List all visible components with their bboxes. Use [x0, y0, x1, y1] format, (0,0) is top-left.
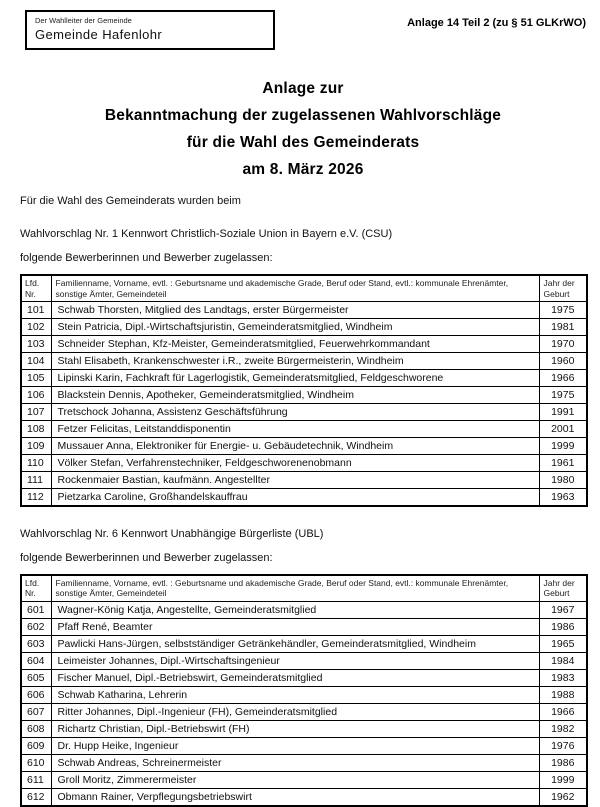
cell-candidate: Ritter Johannes, Dipl.-Ingenieur (FH), Gemeinderatsmitglied	[51, 704, 539, 721]
cell-candidate: Pawlicki Hans-Jürgen, selbstständiger Getränkehändler, Gemeinderatsmitglied, Windheim	[51, 636, 539, 653]
table-body	[21, 302, 587, 506]
cell-lfd-nr: 112	[21, 489, 51, 506]
cell-candidate: Völker Stefan, Verfahrenstechniker, Feldgeschworenenobmann	[51, 455, 539, 472]
cell-candidate: Pfaff René, Beamter	[51, 619, 539, 636]
cell-birth-year: 1991	[539, 404, 587, 421]
cell-lfd-nr: 109	[21, 438, 51, 455]
table-row	[21, 455, 587, 472]
table-row	[21, 602, 587, 619]
cell-lfd-nr: 110	[21, 455, 51, 472]
intro-text: Für die Wahl des Gemeinderats wurden beim	[20, 195, 241, 207]
cell-lfd-nr: 607	[21, 704, 51, 721]
table-row	[21, 789, 587, 806]
cell-lfd-nr: 611	[21, 772, 51, 789]
cell-birth-year: 1976	[539, 738, 587, 755]
column-header-lfd-nr: Lfd. Nr.	[21, 275, 51, 302]
cell-birth-year: 1999	[539, 438, 587, 455]
cell-birth-year: 1984	[539, 653, 587, 670]
cell-birth-year: 1962	[539, 789, 587, 806]
table-row	[21, 653, 587, 670]
candidates-table	[20, 274, 588, 507]
issuer-role-label: Der Wahlleiter der Gemeinde	[35, 16, 132, 25]
cell-candidate: Lipinski Karin, Fachkraft für Lagerlogistik, Gemeinderatsmitglied, Feldgeschworene	[51, 370, 539, 387]
cell-birth-year: 1986	[539, 755, 587, 772]
column-header-year: Jahr der Geburt	[539, 575, 587, 602]
cell-birth-year: 1961	[539, 455, 587, 472]
table-header	[21, 275, 587, 302]
table-row	[21, 387, 587, 404]
cell-birth-year: 1963	[539, 489, 587, 506]
cell-candidate: Schneider Stephan, Kfz-Meister, Gemeinderatsmitglied, Feuerwehrkommandant	[51, 336, 539, 353]
cell-birth-year: 1970	[539, 336, 587, 353]
cell-birth-year: 1981	[539, 319, 587, 336]
cell-birth-year: 1980	[539, 472, 587, 489]
cell-birth-year: 1966	[539, 704, 587, 721]
table-body	[21, 602, 587, 806]
issuer-municipality: Gemeinde Hafenlohr	[35, 27, 163, 42]
cell-lfd-nr: 106	[21, 387, 51, 404]
cell-birth-year: 2001	[539, 421, 587, 438]
cell-birth-year: 1967	[539, 602, 587, 619]
title-line-1: Anlage zur	[262, 80, 344, 97]
cell-lfd-nr: 601	[21, 602, 51, 619]
title-line-3: für die Wahl des Gemeinderats	[186, 134, 420, 151]
cell-candidate: Mussauer Anna, Elektroniker für Energie- u. Gebäudetechnik, Windheim	[51, 438, 539, 455]
cell-lfd-nr: 604	[21, 653, 51, 670]
cell-candidate: Schwab Thorsten, Mitglied des Landtags, erster Bürgermeister	[51, 302, 539, 319]
table-row	[21, 302, 587, 319]
cell-lfd-nr: 603	[21, 636, 51, 653]
table-row	[21, 404, 587, 421]
table-row	[21, 687, 587, 704]
table-row	[21, 319, 587, 336]
cell-candidate: Obmann Rainer, Verpflegungsbetriebswirt	[51, 789, 539, 806]
cell-candidate: Leimeister Johannes, Dipl.-Wirtschaftsingenieur	[51, 653, 539, 670]
annex-label: Anlage 14 Teil 2 (zu § 51 GLKrWO)	[407, 17, 586, 29]
cell-candidate: Richartz Christian, Dipl.-Betriebswirt (FH)	[51, 721, 539, 738]
table-row	[21, 704, 587, 721]
table-row	[21, 636, 587, 653]
cell-candidate: Blackstein Dennis, Apotheker, Gemeinderatsmitglied, Windheim	[51, 387, 539, 404]
cell-lfd-nr: 105	[21, 370, 51, 387]
cell-candidate: Schwab Andreas, Schreinermeister	[51, 755, 539, 772]
section-heading: Wahlvorschlag Nr. 6 Kennwort Unabhängige Bürgerliste (UBL)	[20, 527, 324, 540]
table-row	[21, 472, 587, 489]
cell-candidate: Groll Moritz, Zimmerermeister	[51, 772, 539, 789]
table-row	[21, 772, 587, 789]
table-row	[21, 353, 587, 370]
section-heading: Wahlvorschlag Nr. 1 Kennwort Christlich-Soziale Union in Bayern e.V. (CSU)	[20, 228, 393, 240]
cell-candidate: Pietzarka Caroline, Großhandelskauffrau	[51, 489, 539, 506]
cell-birth-year: 1965	[539, 636, 587, 653]
cell-lfd-nr: 605	[21, 670, 51, 687]
wahlvorschlag-section-2	[20, 528, 586, 807]
column-header-name: Familienname, Vorname, evtl. : Geburtsname und akademische Grade, Beruf oder Stand, evtl.: kommunale Ehrenämter, sonstige Ämter, Gemeindeteil	[51, 275, 539, 302]
table-header	[21, 575, 587, 602]
cell-lfd-nr: 108	[21, 421, 51, 438]
section-subheading: folgende Bewerberinnen und Bewerber zugelassen:	[20, 252, 273, 264]
table-row	[21, 421, 587, 438]
cell-lfd-nr: 606	[21, 687, 51, 704]
cell-lfd-nr: 102	[21, 319, 51, 336]
cell-candidate: Wagner-König Katja, Angestellte, Gemeinderatsmitglied	[51, 602, 539, 619]
cell-birth-year: 1960	[539, 353, 587, 370]
cell-birth-year: 1975	[539, 387, 587, 404]
cell-candidate: Fischer Manuel, Dipl.-Betriebswirt, Gemeinderatsmitglied	[51, 670, 539, 687]
candidates-table	[20, 574, 588, 807]
cell-lfd-nr: 103	[21, 336, 51, 353]
column-header-lfd-nr: Lfd. Nr.	[21, 575, 51, 602]
table-row	[21, 619, 587, 636]
cell-lfd-nr: 101	[21, 302, 51, 319]
table-header-row	[21, 275, 587, 302]
cell-candidate: Dr. Hupp Heike, Ingenieur	[51, 738, 539, 755]
cell-lfd-nr: 104	[21, 353, 51, 370]
cell-lfd-nr: 602	[21, 619, 51, 636]
cell-candidate: Schwab Katharina, Lehrerin	[51, 687, 539, 704]
cell-lfd-nr: 111	[21, 472, 51, 489]
cell-candidate: Tretschock Johanna, Assistenz Geschäftsführung	[51, 404, 539, 421]
cell-candidate: Rockenmaier Bastian, kaufmänn. Angestellter	[51, 472, 539, 489]
sections-container	[20, 228, 586, 807]
title-line-2: Bekanntmachung der zugelassenen Wahlvorschläge	[104, 107, 502, 124]
table-row	[21, 438, 587, 455]
cell-birth-year: 1982	[539, 721, 587, 738]
table-row	[21, 670, 587, 687]
section-subheading: folgende Bewerberinnen und Bewerber zugelassen:	[20, 551, 273, 564]
cell-lfd-nr: 609	[21, 738, 51, 755]
issuer-box	[25, 10, 275, 50]
cell-lfd-nr: 107	[21, 404, 51, 421]
cell-candidate: Stahl Elisabeth, Krankenschwester i.R., zweite Bürgermeisterin, Windheim	[51, 353, 539, 370]
column-header-year: Jahr der Geburt	[539, 275, 587, 302]
title-line-4: am 8. März 2026	[242, 161, 364, 178]
cell-birth-year: 1975	[539, 302, 587, 319]
document-title	[20, 75, 586, 183]
table-row	[21, 738, 587, 755]
cell-birth-year: 1966	[539, 370, 587, 387]
table-row	[21, 489, 587, 506]
cell-birth-year: 1983	[539, 670, 587, 687]
cell-birth-year: 1986	[539, 619, 587, 636]
document-header	[20, 10, 586, 50]
cell-lfd-nr: 610	[21, 755, 51, 772]
cell-lfd-nr: 612	[21, 789, 51, 806]
cell-birth-year: 1988	[539, 687, 587, 704]
cell-lfd-nr: 608	[21, 721, 51, 738]
cell-candidate: Fetzer Felicitas, Leitstanddisponentin	[51, 421, 539, 438]
cell-candidate: Stein Patricia, Dipl.-Wirtschaftsjuristin, Gemeinderatsmitglied, Windheim	[51, 319, 539, 336]
table-row	[21, 336, 587, 353]
table-header-row	[21, 575, 587, 602]
column-header-name: Familienname, Vorname, evtl. : Geburtsname und akademische Grade, Beruf oder Stand, evtl.: kommunale Ehrenämter, sonstige Ämter, Gemeindeteil	[51, 575, 539, 602]
table-row	[21, 721, 587, 738]
table-row	[21, 370, 587, 387]
wahlvorschlag-section-1	[20, 228, 586, 507]
cell-birth-year: 1999	[539, 772, 587, 789]
table-row	[21, 755, 587, 772]
